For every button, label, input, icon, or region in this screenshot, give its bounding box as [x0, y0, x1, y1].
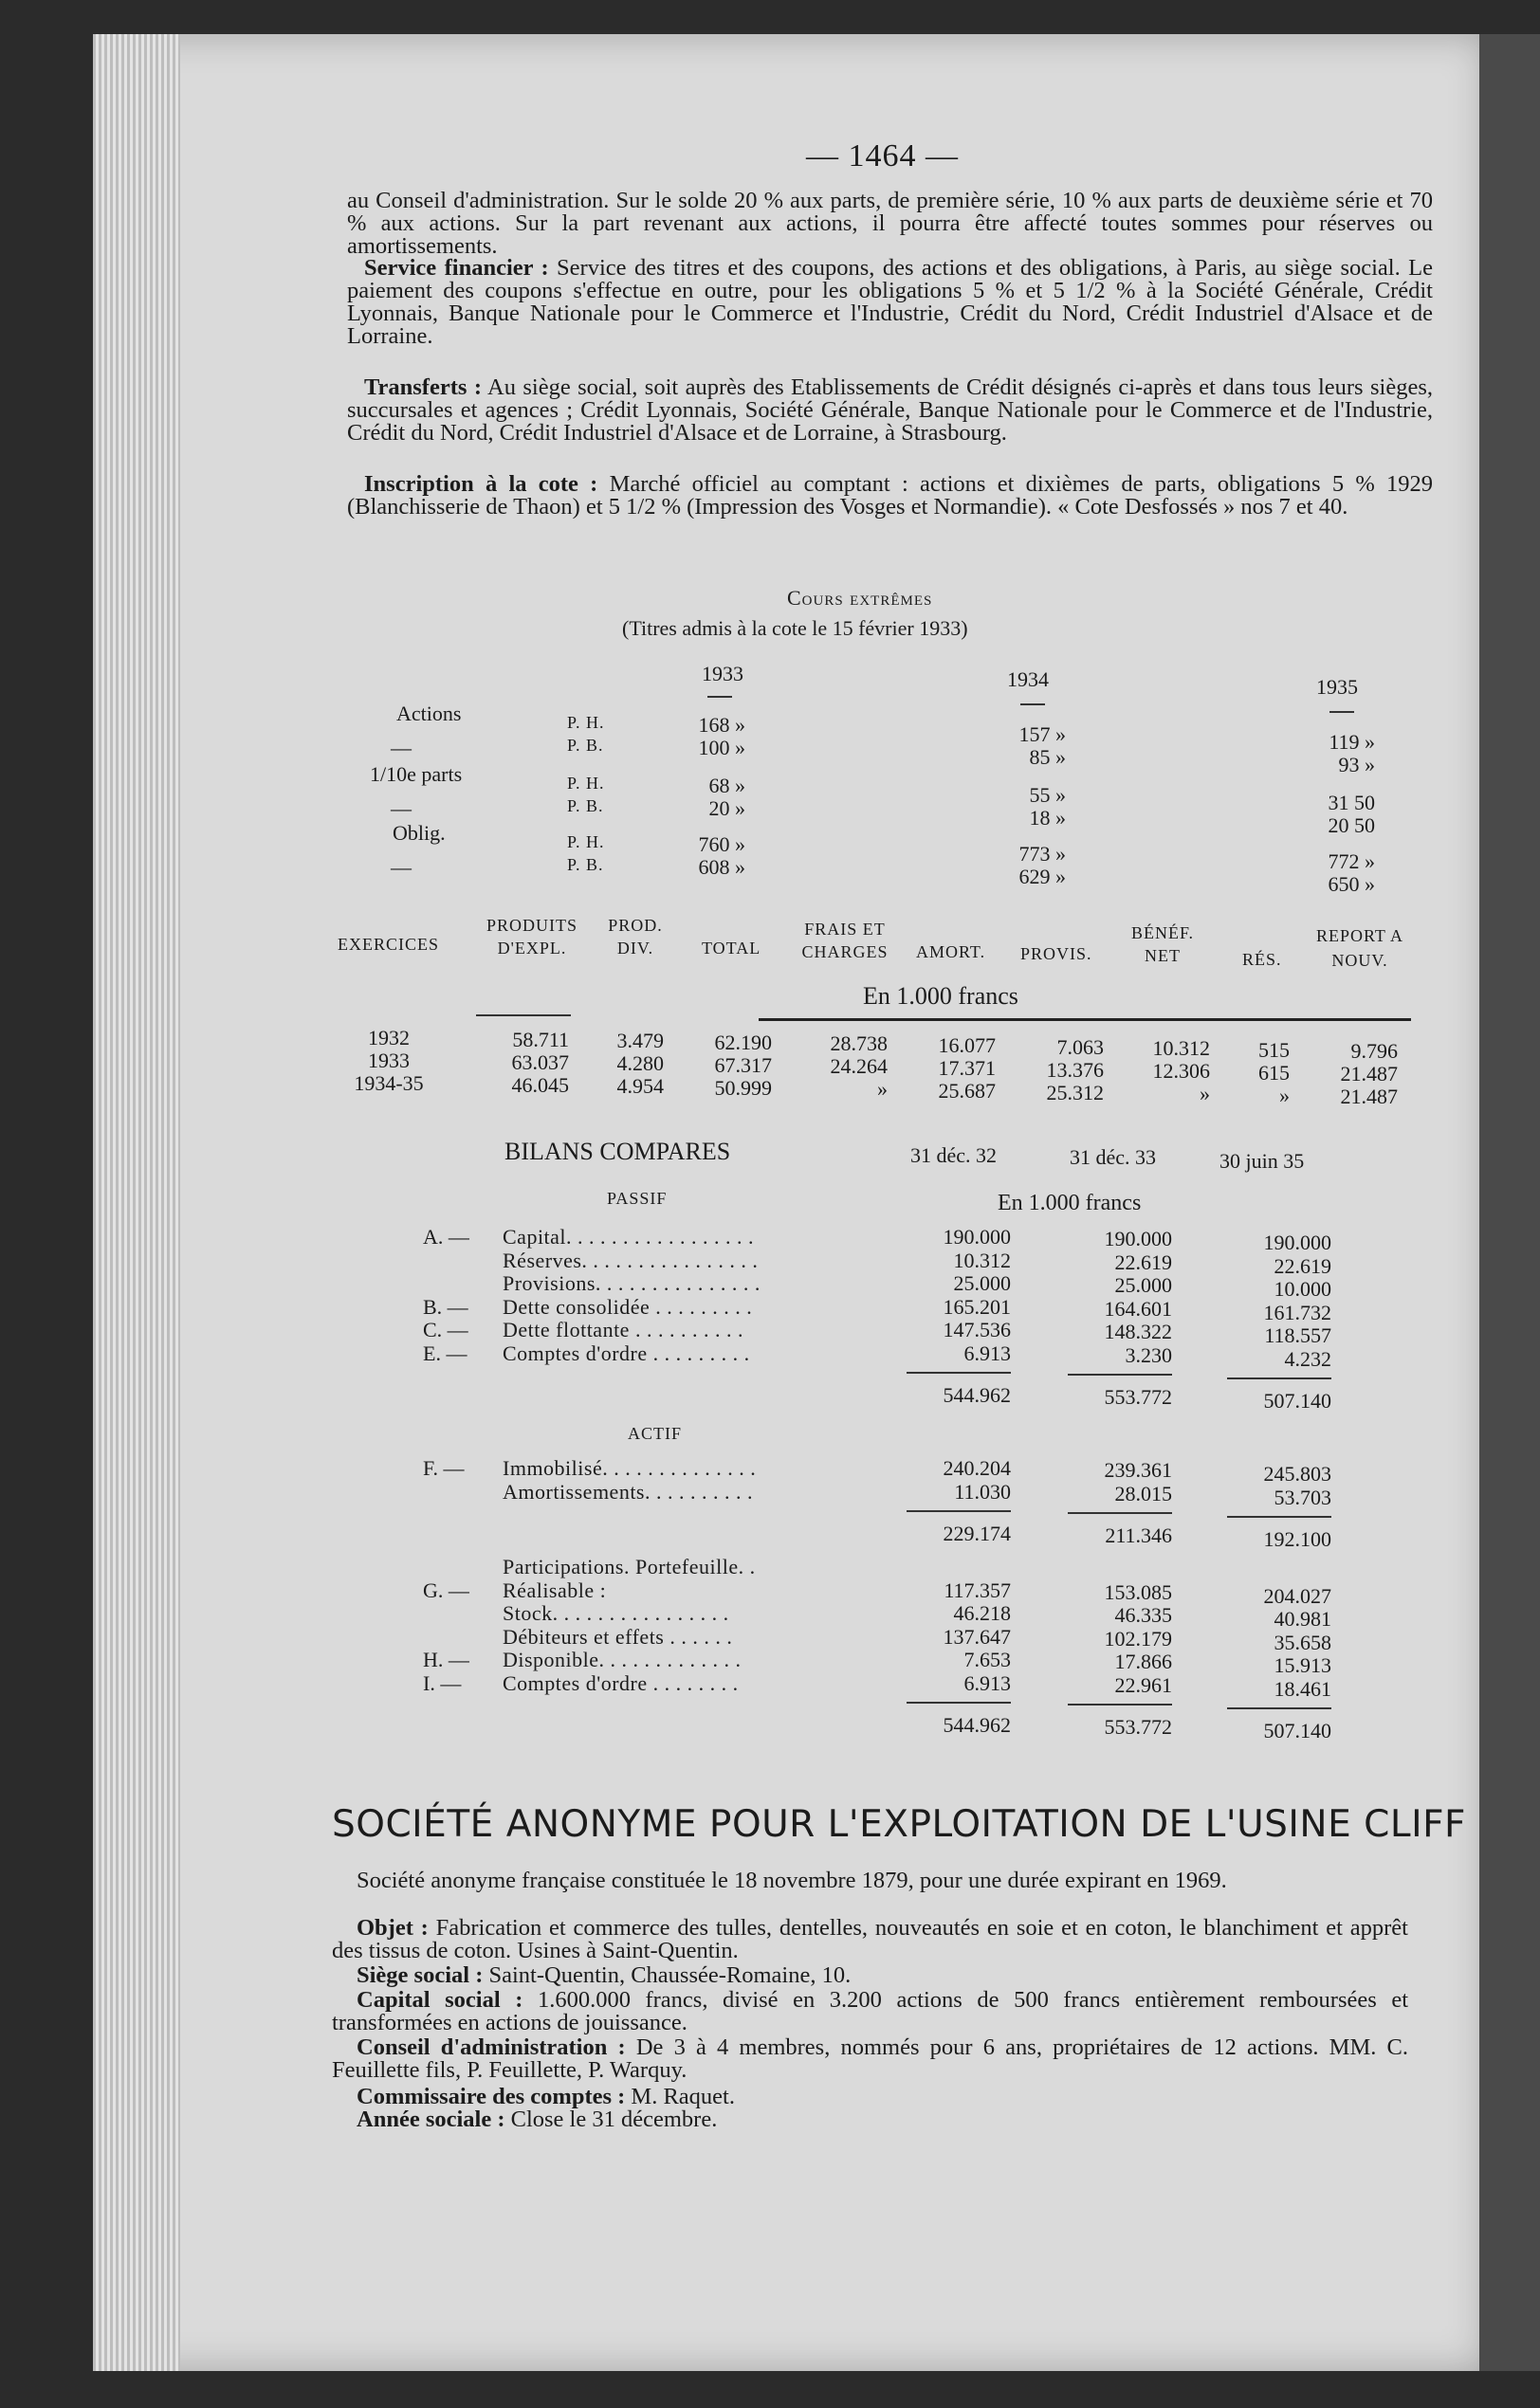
total-rule [907, 1372, 1011, 1374]
bilan-total: 229.174 [943, 1522, 1011, 1545]
table-cell: 24.264 [830, 1054, 888, 1079]
row-label: Actions [396, 702, 462, 725]
table-cell: 16.077 [938, 1033, 996, 1057]
line-label: Comptes d'ordre . . . . . . . . . [503, 1341, 750, 1365]
bilan-value: 204.027 [1263, 1583, 1331, 1608]
line-label: Réalisable : [503, 1578, 607, 1602]
col-header: AMORT. [916, 942, 986, 961]
bilan-total: 553.772 [1104, 1715, 1172, 1739]
price-type: P. B. [567, 796, 604, 815]
price-value: 629 » [1018, 865, 1066, 888]
table-cell: 46.045 [511, 1072, 569, 1097]
col-header: PROVIS. [1020, 944, 1092, 963]
line-code: F. — [423, 1456, 465, 1480]
line-label: Comptes d'ordre . . . . . . . . [503, 1670, 739, 1695]
bilan-value: 22.619 [1274, 1253, 1331, 1278]
bilan-col: 31 déc. 32 [910, 1143, 998, 1167]
table-cell: » [1200, 1082, 1210, 1106]
bilan-value: 190.000 [943, 1225, 1011, 1249]
price-value: 168 » [698, 713, 745, 737]
table-cell: 4.280 [616, 1051, 664, 1076]
row-label: 1/10e parts [370, 762, 463, 786]
bilan-total: 192.100 [1263, 1527, 1331, 1551]
bilan-value: 153.085 [1104, 1579, 1172, 1604]
line-label: Disponible. . . . . . . . . . . . . [503, 1648, 742, 1671]
table-cell: 28.738 [830, 1031, 888, 1056]
paragraph-text: Fabrication et commerce des tulles, dentelles, nouveautés en soie et en coton, le blanchiment et apprêt des tissus de coton. Usines à Saint-Quentin. [332, 1915, 1408, 1963]
line-code: G. — [423, 1578, 469, 1602]
paragraph-lead: Année sociale : [357, 2107, 505, 2132]
cours-subtitle: (Titres admis à la cote le 15 février 1933) [622, 616, 968, 640]
divider [1329, 711, 1354, 713]
bilan-value: 6.913 [963, 1670, 1011, 1695]
intro-paragraph: au Conseil d'administration. Sur le solde 20 % aux parts, de première série, 10 % aux parts de deuxième série et 70 % aux actions. Sur la part revenant aux actions, il pourra être affecté toutes sommes pour réserves ou amortissements. [347, 188, 1433, 259]
bilan-value: 25.000 [953, 1271, 1011, 1295]
bilan-value: 165.201 [943, 1294, 1011, 1319]
price-type: P. H. [567, 832, 605, 851]
divider [707, 696, 732, 698]
company-paragraph [332, 1964, 1408, 1987]
bilan-value: 28.015 [1114, 1481, 1172, 1505]
row-label: — [391, 736, 412, 759]
price-value: 772 » [1328, 849, 1375, 873]
paragraph-text: Saint-Quentin, Chaussée-Romaine, 10. [483, 1962, 852, 1988]
year-header: 1935 [1316, 675, 1358, 699]
table-cell: 12.306 [1152, 1059, 1210, 1084]
total-rule [1227, 1707, 1331, 1709]
col-header: REPORT A NOUV. [1315, 926, 1404, 970]
bilan-value: 147.536 [943, 1318, 1011, 1341]
bilan-total: 507.140 [1263, 1719, 1331, 1742]
price-value: 18 » [1029, 806, 1066, 830]
bilan-value: 10.000 [1274, 1277, 1331, 1301]
price-value: 119 » [1329, 730, 1375, 754]
company-paragraph [332, 2086, 1408, 2108]
price-value: 85 » [1029, 745, 1066, 769]
price-type: P. H. [567, 713, 605, 732]
bilans-title: BILANS COMPARES [504, 1138, 731, 1165]
total-rule [907, 1510, 1011, 1512]
price-value: 760 » [698, 832, 745, 856]
intro-paragraph: Inscription à la cote : Marché officiel au comptant : actions et dixièmes de parts, obligations 5 % 1929 (Blanchisserie de Thaon) et 5 1/2 % (Impression des Vosges et Normandie). « Cote Desfossés » nos 7 et 40. [347, 471, 1433, 520]
bilan-col: 31 déc. 33 [1070, 1145, 1157, 1169]
table-cell: 58.711 [512, 1027, 569, 1051]
bilan-value: 18.461 [1274, 1676, 1331, 1701]
row-label: — [391, 796, 412, 820]
bilan-value: 137.647 [943, 1624, 1011, 1649]
total-rule [1068, 1704, 1172, 1706]
table-cell: 9.796 [1350, 1039, 1398, 1064]
price-value: 608 » [698, 855, 745, 879]
price-value: 20 50 [1328, 813, 1375, 837]
bilan-value: 22.961 [1114, 1672, 1172, 1697]
bilan-value: 240.204 [943, 1456, 1011, 1480]
total-rule [907, 1702, 1011, 1704]
bilan-value: 148.322 [1104, 1320, 1172, 1343]
year-header: 1933 [702, 662, 743, 685]
exercice-year: 1932 [368, 1026, 410, 1049]
price-value: 68 » [708, 774, 745, 797]
bilan-value: 161.732 [1263, 1300, 1331, 1324]
bilan-total: 553.772 [1104, 1385, 1172, 1409]
price-value: 93 » [1338, 753, 1375, 776]
paragraph-text: De 3 à 4 membres, nommés pour 6 ans, propriétaires de 12 actions. MM. C. Feuillette fils, P. Feuillette, P. Warquy. [332, 2034, 1408, 2083]
bilan-value: 239.361 [1104, 1458, 1172, 1482]
table-cell: » [1279, 1083, 1290, 1107]
line-label: Capital. . . . . . . . . . . . . . . . . [503, 1225, 755, 1249]
line-label: Dette flottante . . . . . . . . . . [503, 1318, 743, 1341]
price-value: 20 » [708, 796, 745, 820]
price-type: P. H. [567, 774, 605, 793]
bilan-total: 544.962 [943, 1383, 1011, 1407]
bilan-value: 10.312 [953, 1248, 1011, 1272]
paragraph-text: Close le 31 décembre. [504, 2107, 718, 2132]
year-header: 1934 [1007, 667, 1049, 691]
company-paragraph [332, 1870, 1408, 1892]
table-cell: 25.312 [1046, 1080, 1104, 1104]
col-header: PRODUITS D'EXPL. [486, 916, 578, 958]
cours-title: Cours extrêmes [787, 586, 933, 610]
line-label: Réserves. . . . . . . . . . . . . . . . [503, 1248, 759, 1272]
col-header: TOTAL [702, 939, 761, 958]
table-cell: 7.063 [1056, 1034, 1104, 1059]
row-label: Oblig. [393, 821, 446, 845]
paragraph-text: 1.600.000 francs, divisé en 3.200 actions de 500 francs entièrement remboursées et transformées en actions de jouissance. [332, 1987, 1409, 2035]
paragraph-lead: Conseil d'administration : [357, 2034, 626, 2060]
table-cell: 63.037 [511, 1049, 569, 1074]
table-cell: » [877, 1077, 888, 1102]
line-label: Dette consolidée . . . . . . . . . [503, 1294, 753, 1319]
background-edge [1479, 34, 1540, 2371]
line-label: Stock. . . . . . . . . . . . . . . . [503, 1601, 729, 1625]
bilan-total: 211.346 [1105, 1523, 1172, 1547]
paragraph-lead: Siège social : [357, 1962, 484, 1988]
col-header: RÉS. [1242, 950, 1282, 969]
bilan-total: 507.140 [1263, 1389, 1331, 1413]
bilan-value: 164.601 [1104, 1296, 1172, 1321]
line-label: Immobilisé. . . . . . . . . . . . . . [503, 1456, 757, 1480]
paragraph-lead: Objet : [357, 1915, 429, 1941]
bilan-value: 102.179 [1104, 1626, 1172, 1651]
company-paragraph [332, 1989, 1408, 2034]
price-type: P. B. [567, 855, 604, 874]
price-value: 773 » [1018, 842, 1066, 866]
table-cell: 62.190 [714, 1030, 772, 1054]
table-cell: 67.317 [714, 1052, 772, 1077]
bilan-value: 190.000 [1263, 1231, 1331, 1254]
company-title: SOCIÉTÉ ANONYME POUR L'EXPLOITATION DE L'USINE CLIFF [332, 1803, 1466, 1846]
table-cell: 50.999 [714, 1075, 772, 1100]
table-cell: 21.487 [1340, 1062, 1398, 1086]
total-rule [1068, 1374, 1172, 1376]
page-number: — 1464 — [806, 138, 959, 173]
bilan-value: 6.913 [963, 1341, 1011, 1365]
section-label: ACTIF [628, 1424, 683, 1443]
intro-paragraph: Transferts : Au siège social, soit auprès des Etablissements de Crédit désignés ci-après et dans tous leurs sièges, succursales et agences ; Crédit Lyonnais, Société Générale, Banque Nationale pour le Commerce et de l'Industrie, Crédit du Nord, Crédit Industriel d'Alsace et de Lorraine, à Strasbourg. [347, 374, 1433, 446]
line-code: H. — [423, 1648, 469, 1671]
bilan-col: 30 juin 35 [1219, 1149, 1305, 1173]
table-cell: 10.312 [1152, 1036, 1210, 1061]
exercice-year: 1934-35 [354, 1071, 424, 1095]
bilan-value: 22.619 [1114, 1250, 1172, 1274]
bilan-value: 17.866 [1114, 1650, 1172, 1673]
price-value: 157 » [1018, 722, 1066, 746]
bilan-total: 544.962 [943, 1713, 1011, 1737]
company-paragraph [332, 2036, 1408, 2082]
total-rule [1227, 1377, 1331, 1379]
bilan-value: 46.335 [1114, 1603, 1172, 1627]
bilan-value: 190.000 [1104, 1227, 1172, 1250]
section-label: PASSIF [607, 1189, 668, 1208]
col-header: BÉNÉF. NET [1130, 923, 1195, 965]
price-value: 100 » [698, 736, 745, 759]
intro-paragraph: Service financier : Service des titres et des coupons, des actions et des obligations, à Paris, au siège social. Le paiement des coupons s'effectue en outre, pour les obligations 5 % et 5 1/2 % à la Société Générale, Crédit Lyonnais, Banque Nationale pour le Commerce et l'Industrie, Crédit du Nord, Crédit Industriel d'Alsace et de Lorraine. [347, 255, 1434, 349]
col-header: EXERCICES [338, 935, 440, 954]
table-cell: 25.687 [938, 1079, 996, 1103]
bilan-value: 11.030 [954, 1479, 1011, 1504]
total-rule [1227, 1516, 1331, 1518]
total-rule [1068, 1512, 1172, 1514]
price-type: P. B. [567, 736, 604, 755]
table-cell: 615 [1258, 1060, 1290, 1085]
col-header: FRAIS ET CHARGES [801, 920, 889, 961]
paragraph-text: M. Raquet. [625, 2084, 735, 2109]
line-label: Amortissements. . . . . . . . . . [503, 1479, 753, 1504]
table-cell: 17.371 [938, 1056, 996, 1080]
price-value: 650 » [1328, 872, 1375, 896]
unit-label: En 1.000 francs [998, 1191, 1142, 1215]
company-paragraph [332, 2108, 1408, 2131]
col-header: PROD. DIV. [608, 916, 663, 958]
bilan-value: 35.658 [1274, 1630, 1331, 1654]
page-edge [93, 34, 180, 2371]
bilan-value: 15.913 [1274, 1653, 1331, 1677]
bilan-value: 25.000 [1114, 1273, 1172, 1297]
divider [759, 1018, 1411, 1021]
divider [1020, 703, 1045, 705]
line-code: C. — [423, 1318, 468, 1341]
table-cell: 515 [1258, 1037, 1290, 1062]
bilan-value: 4.232 [1284, 1346, 1331, 1371]
price-value: 31 50 [1328, 791, 1375, 814]
paragraph-text: Société anonyme française constituée le 18 novembre 1879, pour une durée expirant en 1969. [357, 1868, 1227, 1893]
line-label: Participations. Portefeuille. . [503, 1555, 756, 1578]
table-cell: 4.954 [616, 1074, 664, 1099]
company-paragraph [332, 1917, 1408, 1962]
line-code: I. — [423, 1670, 462, 1695]
line-code: B. — [423, 1294, 468, 1319]
table-cell: 3.479 [616, 1029, 664, 1053]
paragraph-lead: Commissaire des comptes : [357, 2084, 626, 2109]
line-label: Provisions. . . . . . . . . . . . . . . [503, 1271, 761, 1295]
bilan-value: 117.357 [944, 1578, 1011, 1602]
table-cell: 13.376 [1046, 1057, 1104, 1082]
exercice-year: 1933 [368, 1049, 410, 1072]
bilan-value: 245.803 [1263, 1462, 1331, 1486]
table-cell: 21.487 [1340, 1085, 1398, 1109]
bilan-value: 53.703 [1274, 1485, 1331, 1509]
bilan-value: 46.218 [953, 1601, 1011, 1625]
unit-label: En 1.000 francs [863, 982, 1018, 1010]
bilan-value: 7.653 [963, 1648, 1011, 1671]
price-value: 55 » [1029, 783, 1066, 807]
line-code: A. — [423, 1225, 469, 1249]
row-label: — [391, 855, 412, 879]
paragraph-lead: Capital social : [357, 1987, 523, 2013]
bilan-value: 118.557 [1264, 1323, 1331, 1347]
divider [476, 1014, 571, 1016]
bilan-value: 3.230 [1125, 1342, 1172, 1367]
line-label: Débiteurs et effets . . . . . . [503, 1624, 733, 1649]
bilan-value: 40.981 [1274, 1607, 1331, 1631]
line-code: E. — [423, 1341, 468, 1365]
